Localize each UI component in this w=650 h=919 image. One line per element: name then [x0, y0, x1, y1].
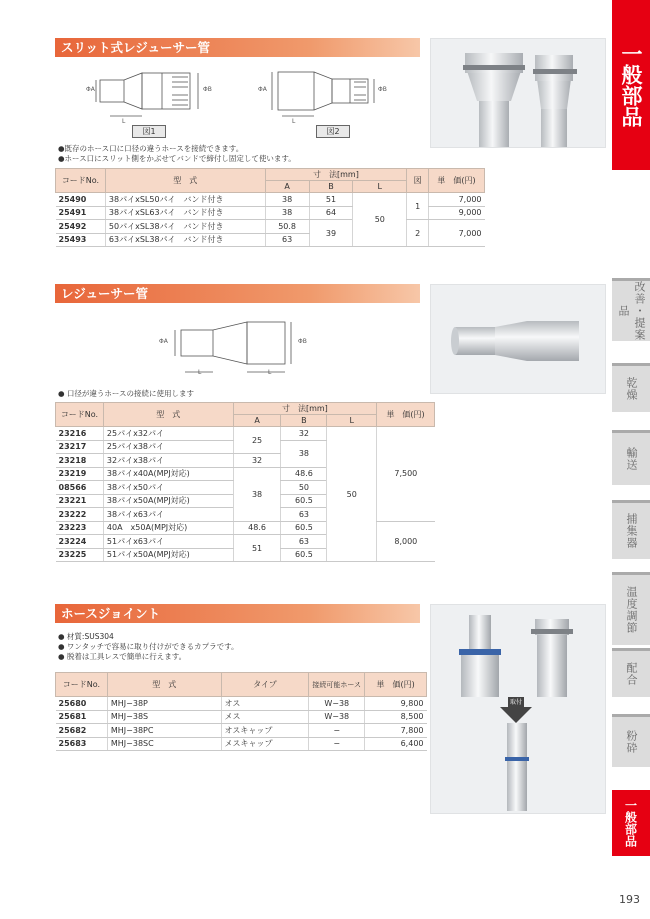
- cell-a-merged: 25: [233, 427, 281, 454]
- cell-b-merged: 39: [309, 220, 353, 247]
- dim-label-l: L: [198, 369, 202, 376]
- col-header-b: B: [281, 415, 327, 427]
- cell-b: 32: [281, 427, 327, 441]
- section1-notes: [58, 144, 296, 164]
- cell-type: 25パイx32パイ: [103, 427, 233, 441]
- cell-b: 60.5: [281, 521, 327, 535]
- cell-type: 51パイx63パイ: [103, 535, 233, 549]
- cell-b: 51: [309, 193, 353, 207]
- col-header-kind: タイプ: [221, 673, 309, 697]
- reducer-drawing: [165, 318, 305, 380]
- cell-b: 50: [281, 481, 327, 495]
- table-row: [56, 220, 485, 234]
- cell-type: 63パイxSL38パイ バンド付き: [105, 233, 265, 247]
- table-row: [56, 737, 427, 751]
- cell-price: 7,800: [365, 724, 427, 738]
- side-tab-label: 粉砕: [625, 730, 638, 754]
- reducer-illustration: [431, 285, 606, 394]
- cell-type: 40A x50A(MPJ対応): [103, 521, 233, 535]
- section3-notes: [58, 632, 239, 662]
- cell-type: MHJ−38P: [107, 697, 221, 711]
- cell-price-merged: 7,000: [429, 220, 485, 247]
- product-photo-reducer: [430, 284, 606, 394]
- cell-type: 25パイx38パイ: [103, 440, 233, 454]
- cell-price: 9,000: [429, 206, 485, 220]
- cell-code: 25683: [56, 737, 108, 751]
- note-line: ● 材質:SUS304: [58, 632, 114, 641]
- figure-1-drawing: [80, 66, 210, 126]
- col-header-code: コードNo.: [56, 169, 106, 193]
- side-main-tab[interactable]: [612, 0, 650, 170]
- side-tab-label: 輸送: [625, 447, 638, 471]
- side-tab-kaizen[interactable]: [612, 281, 650, 341]
- dim-label-b: ΦB: [298, 338, 307, 345]
- cell-code: 23221: [56, 494, 104, 508]
- cell-code: 23219: [56, 467, 104, 481]
- col-header-l: L: [327, 415, 377, 427]
- cell-code: 08566: [56, 481, 104, 495]
- cell-code: 25491: [56, 206, 106, 220]
- note-line: ●既存のホース口に口径の違うホースを接続できます。: [58, 144, 244, 153]
- dim-label-a: ΦA: [258, 86, 267, 93]
- col-header-price: 単 価(円): [429, 169, 485, 193]
- cell-code: 25493: [56, 233, 106, 247]
- spec-table-hose-joint: [55, 672, 427, 751]
- cell-hose: −: [309, 737, 365, 751]
- cell-b: 48.6: [281, 467, 327, 481]
- cell-code: 23216: [56, 427, 104, 441]
- cell-code: 23217: [56, 440, 104, 454]
- table-row: [56, 697, 427, 711]
- dim-label-a: ΦA: [159, 338, 168, 345]
- cell-type: MHJ−38SC: [107, 737, 221, 751]
- side-tab-label: 温度調節: [625, 586, 638, 634]
- side-tab-label: 一般部品: [623, 799, 638, 847]
- cell-b: 64: [309, 206, 353, 220]
- side-main-tab-label: 一般部品: [619, 43, 643, 127]
- dim-label-b: ΦB: [378, 86, 387, 93]
- cell-type: 38パイx63パイ: [103, 508, 233, 522]
- col-header-a: A: [265, 181, 309, 193]
- side-tab-label: 捕集器: [625, 513, 638, 549]
- col-header-b: B: [309, 181, 353, 193]
- dim-label-a: ΦA: [86, 86, 95, 93]
- side-tab-grinding[interactable]: [612, 717, 650, 767]
- cell-hose: W−38: [309, 710, 365, 724]
- cell-b: 60.5: [281, 548, 327, 562]
- cell-price-merged: 7,500: [377, 427, 435, 522]
- cell-kind: メス: [221, 710, 309, 724]
- cell-type: 50パイxSL38パイ バンド付き: [105, 220, 265, 234]
- side-tab-temperature[interactable]: [612, 575, 650, 645]
- cell-type: 38パイxSL50パイ バンド付き: [105, 193, 265, 207]
- cell-type: 38パイx50パイ: [103, 481, 233, 495]
- cell-price: 7,000: [429, 193, 485, 207]
- cell-a: 38: [265, 193, 309, 207]
- side-tab-label: 改善・提案品: [617, 281, 646, 341]
- col-header-a: A: [233, 415, 281, 427]
- side-tab-collector[interactable]: [612, 503, 650, 559]
- section-title-hose-joint: ホースジョイント: [55, 604, 420, 623]
- side-tab-label: 乾燥: [625, 377, 638, 401]
- col-header-size: 寸 法[mm]: [265, 169, 407, 181]
- cell-a: 48.6: [233, 521, 281, 535]
- product-photo-slit-reducer: [430, 38, 606, 148]
- cell-b: 63: [281, 535, 327, 549]
- cell-code: 25490: [56, 193, 106, 207]
- table-row: [56, 710, 427, 724]
- cell-code: 23218: [56, 454, 104, 468]
- cell-code: 23225: [56, 548, 104, 562]
- cell-price: 8,500: [365, 710, 427, 724]
- cell-type: 38パイx50A(MPJ対応): [103, 494, 233, 508]
- col-header-type: 型 式: [103, 403, 233, 427]
- col-header-price: 単 価(円): [377, 403, 435, 427]
- cell-code: 23222: [56, 508, 104, 522]
- side-tab-label: 配合: [625, 662, 638, 686]
- cell-type: 38パイxSL63パイ バンド付き: [105, 206, 265, 220]
- cell-code: 25681: [56, 710, 108, 724]
- cell-a-merged: 51: [233, 535, 281, 562]
- cell-hose: −: [309, 724, 365, 738]
- slit-reducer-illustration: [431, 39, 606, 148]
- cell-type: 32パイx38パイ: [103, 454, 233, 468]
- col-header-price: 単 価(円): [365, 673, 427, 697]
- table-row: [56, 193, 485, 207]
- side-tab-transport[interactable]: [612, 433, 650, 485]
- hose-joint-illustration: [431, 605, 606, 814]
- cell-l-merged: 50: [353, 193, 407, 247]
- section-title-slit-reducer: スリット式レジューサー管: [55, 38, 420, 57]
- cell-price: 9,800: [365, 697, 427, 711]
- section-title-reducer: レジューサー管: [55, 284, 420, 303]
- product-photo-hose-joint: [430, 604, 606, 814]
- table-row: [56, 521, 435, 535]
- col-header-size: 寸 法[mm]: [233, 403, 376, 415]
- dim-label-b: ΦB: [203, 86, 212, 93]
- cell-code: 25682: [56, 724, 108, 738]
- note-line: ● 口径が違うホースの接続に使用します: [58, 389, 195, 398]
- note-line: ● 脱着は工具レスで簡単に行えます。: [58, 652, 187, 661]
- spec-table-reducer: [55, 402, 435, 562]
- cell-price: 6,400: [365, 737, 427, 751]
- arrow-label: 取付: [510, 699, 523, 706]
- side-tab-general-current[interactable]: [612, 790, 650, 856]
- cell-code: 23224: [56, 535, 104, 549]
- col-header-type: 型 式: [107, 673, 221, 697]
- dim-label-l: L: [122, 118, 126, 125]
- dim-label-l: L: [268, 369, 272, 376]
- spec-table-slit-reducer: [55, 168, 485, 247]
- dim-label-l: L: [292, 118, 296, 125]
- cell-code: 25492: [56, 220, 106, 234]
- cell-l-merged: 50: [327, 427, 377, 562]
- cell-code: 23223: [56, 521, 104, 535]
- table-row: [56, 724, 427, 738]
- cell-type: MHJ−38PC: [107, 724, 221, 738]
- col-header-type: 型 式: [105, 169, 265, 193]
- cell-kind: メスキャップ: [221, 737, 309, 751]
- figure-2-drawing: [260, 66, 390, 126]
- cell-code: 25680: [56, 697, 108, 711]
- cell-a-merged: 38: [233, 467, 281, 521]
- figure-2-label: 図2: [316, 125, 350, 138]
- cell-fig-merged: 2: [407, 220, 429, 247]
- cell-a: 50.8: [265, 220, 309, 234]
- note-line: ● ワンタッチで容易に取り付けができるカプラです。: [58, 642, 239, 651]
- cell-type: 38パイx40A(MPJ対応): [103, 467, 233, 481]
- cell-b: 60.5: [281, 494, 327, 508]
- col-header-l: L: [353, 181, 407, 193]
- cell-type: 51パイx50A(MPJ対応): [103, 548, 233, 562]
- cell-kind: オス: [221, 697, 309, 711]
- col-header-code: コードNo.: [56, 403, 104, 427]
- col-header-fig: 図: [407, 169, 429, 193]
- cell-fig-merged: 1: [407, 193, 429, 220]
- cell-a: 32: [233, 454, 281, 468]
- col-header-code: コードNo.: [56, 673, 108, 697]
- cell-b: 63: [281, 508, 327, 522]
- figure-1-label: 図1: [132, 125, 166, 138]
- cell-a: 63: [265, 233, 309, 247]
- side-tab-blending[interactable]: [612, 651, 650, 697]
- col-header-hose: 接続可能ホース: [309, 673, 365, 697]
- cell-price-merged: 8,000: [377, 521, 435, 562]
- page-number: 193: [619, 893, 640, 906]
- cell-hose: W−38: [309, 697, 365, 711]
- cell-b-merged: 38: [281, 440, 327, 467]
- cell-a: 38: [265, 206, 309, 220]
- cell-type: MHJ−38S: [107, 710, 221, 724]
- note-line: ●ホース口にスリット側をかぶせてバンドで締付し固定して使います。: [58, 154, 296, 163]
- side-tab-drying[interactable]: [612, 366, 650, 412]
- section2-notes: [58, 389, 194, 399]
- table-row: [56, 427, 435, 441]
- cell-kind: オスキャップ: [221, 724, 309, 738]
